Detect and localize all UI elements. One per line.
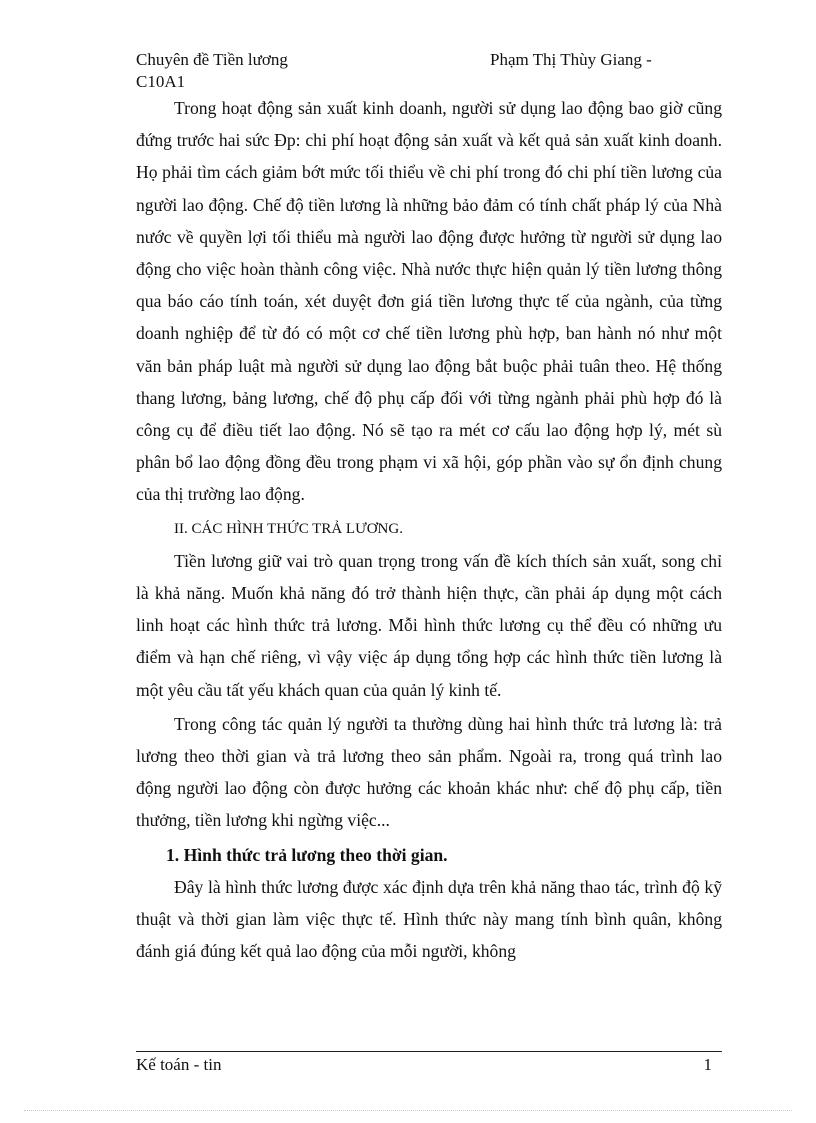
page-boundary: [24, 1110, 792, 1111]
footer-label: Kế toán - tin: [136, 1055, 222, 1074]
header-class: C10A1: [136, 72, 186, 91]
header-author: Phạm Thị Thùy Giang -: [490, 50, 652, 69]
paragraph-time-based: Đây là hình thức lương được xác định dựa trên khả năng thao tác, trình độ kỹ thuật và thời gian làm việc thực tế. Hình thức này mang tính bình quân, không đánh giá đúng kết quả lao động của mỗi người, không: [136, 876, 722, 962]
footer-divider: [136, 1051, 722, 1052]
section-heading-ii: II. CÁC HÌNH THỨC TRẢ LƯƠNG.: [174, 520, 403, 537]
header-title: Chuyên đề Tiền lương: [136, 50, 288, 69]
page-header: [136, 46, 722, 96]
subsection-heading-1: 1. Hình thức trả lương theo thời gian.: [166, 844, 448, 865]
paragraph-two-forms: Trong công tác quản lý người ta thường dùng hai hình thức trả lương là: trả lương theo thời gian và trả lương theo sản phẩm. Ngoài ra, trong quá trình lao động người lao động còn được hưởng các khoản khác như: chế độ phụ cấp, tiền thưởng, tiền lương khi ngừng việc...: [136, 713, 722, 831]
document-body: [136, 92, 722, 967]
paragraph-forms: Tiền lương giữ vai trò quan trọng trong vấn đề kích thích sản xuất, song chỉ là khả năng. Muốn khả năng đó trở thành hiện thực, cần phải áp dụng một cách linh hoạt các hình thức trả lương. Mỗi hình thức lương cụ thể đều có những ưu điểm và hạn chế riêng, vì vậy việc áp dụng tổng hợp các hình thức tiền lương là một yêu cầu tất yếu khách quan của quản lý kinh tế.: [136, 550, 722, 700]
paragraph-intro: Trong hoạt động sản xuất kinh doanh, người sử dụng lao động bao giờ cũng đứng trước hai sức Đp: chi phí hoạt động sản xuất và kết quả sản xuất kinh doanh. Họ phải tìm cách giảm bớt mức tối thiểu về chi phí trong đó chi phí tiền lương của người lao động. Chế độ tiền lương là những bảo đảm có tính chất pháp lý của Nhà nước về quyền lợi tối thiểu mà người lao động được hưởng từ người sử dụng lao động cho việc hoàn thành công việc. Nhà nước thực hiện quản lý tiền lương thông qua báo cáo tính toán, xét duyệt đơn giá tiền lương thực tế của ngành, của từng doanh nghiệp để từ đó có một cơ chế tiền lương phù hợp, ban hành nó như một văn bản pháp luật mà người sử dụng lao động bắt buộc phải tuân theo. Hệ thống thang lương, bảng lương, chế độ phụ cấp đối với từng ngành phải phù hợp đó là công cụ để điều tiết lao động. Nó sẽ tạo ra mét cơ cấu lao động hợp lý, mét sù phân bổ lao động đồng đều trong phạm vi xã hội, góp phần vào sự ổn định chung của thị trường lao động.: [136, 98, 722, 505]
page-number: 1: [703, 1055, 712, 1074]
